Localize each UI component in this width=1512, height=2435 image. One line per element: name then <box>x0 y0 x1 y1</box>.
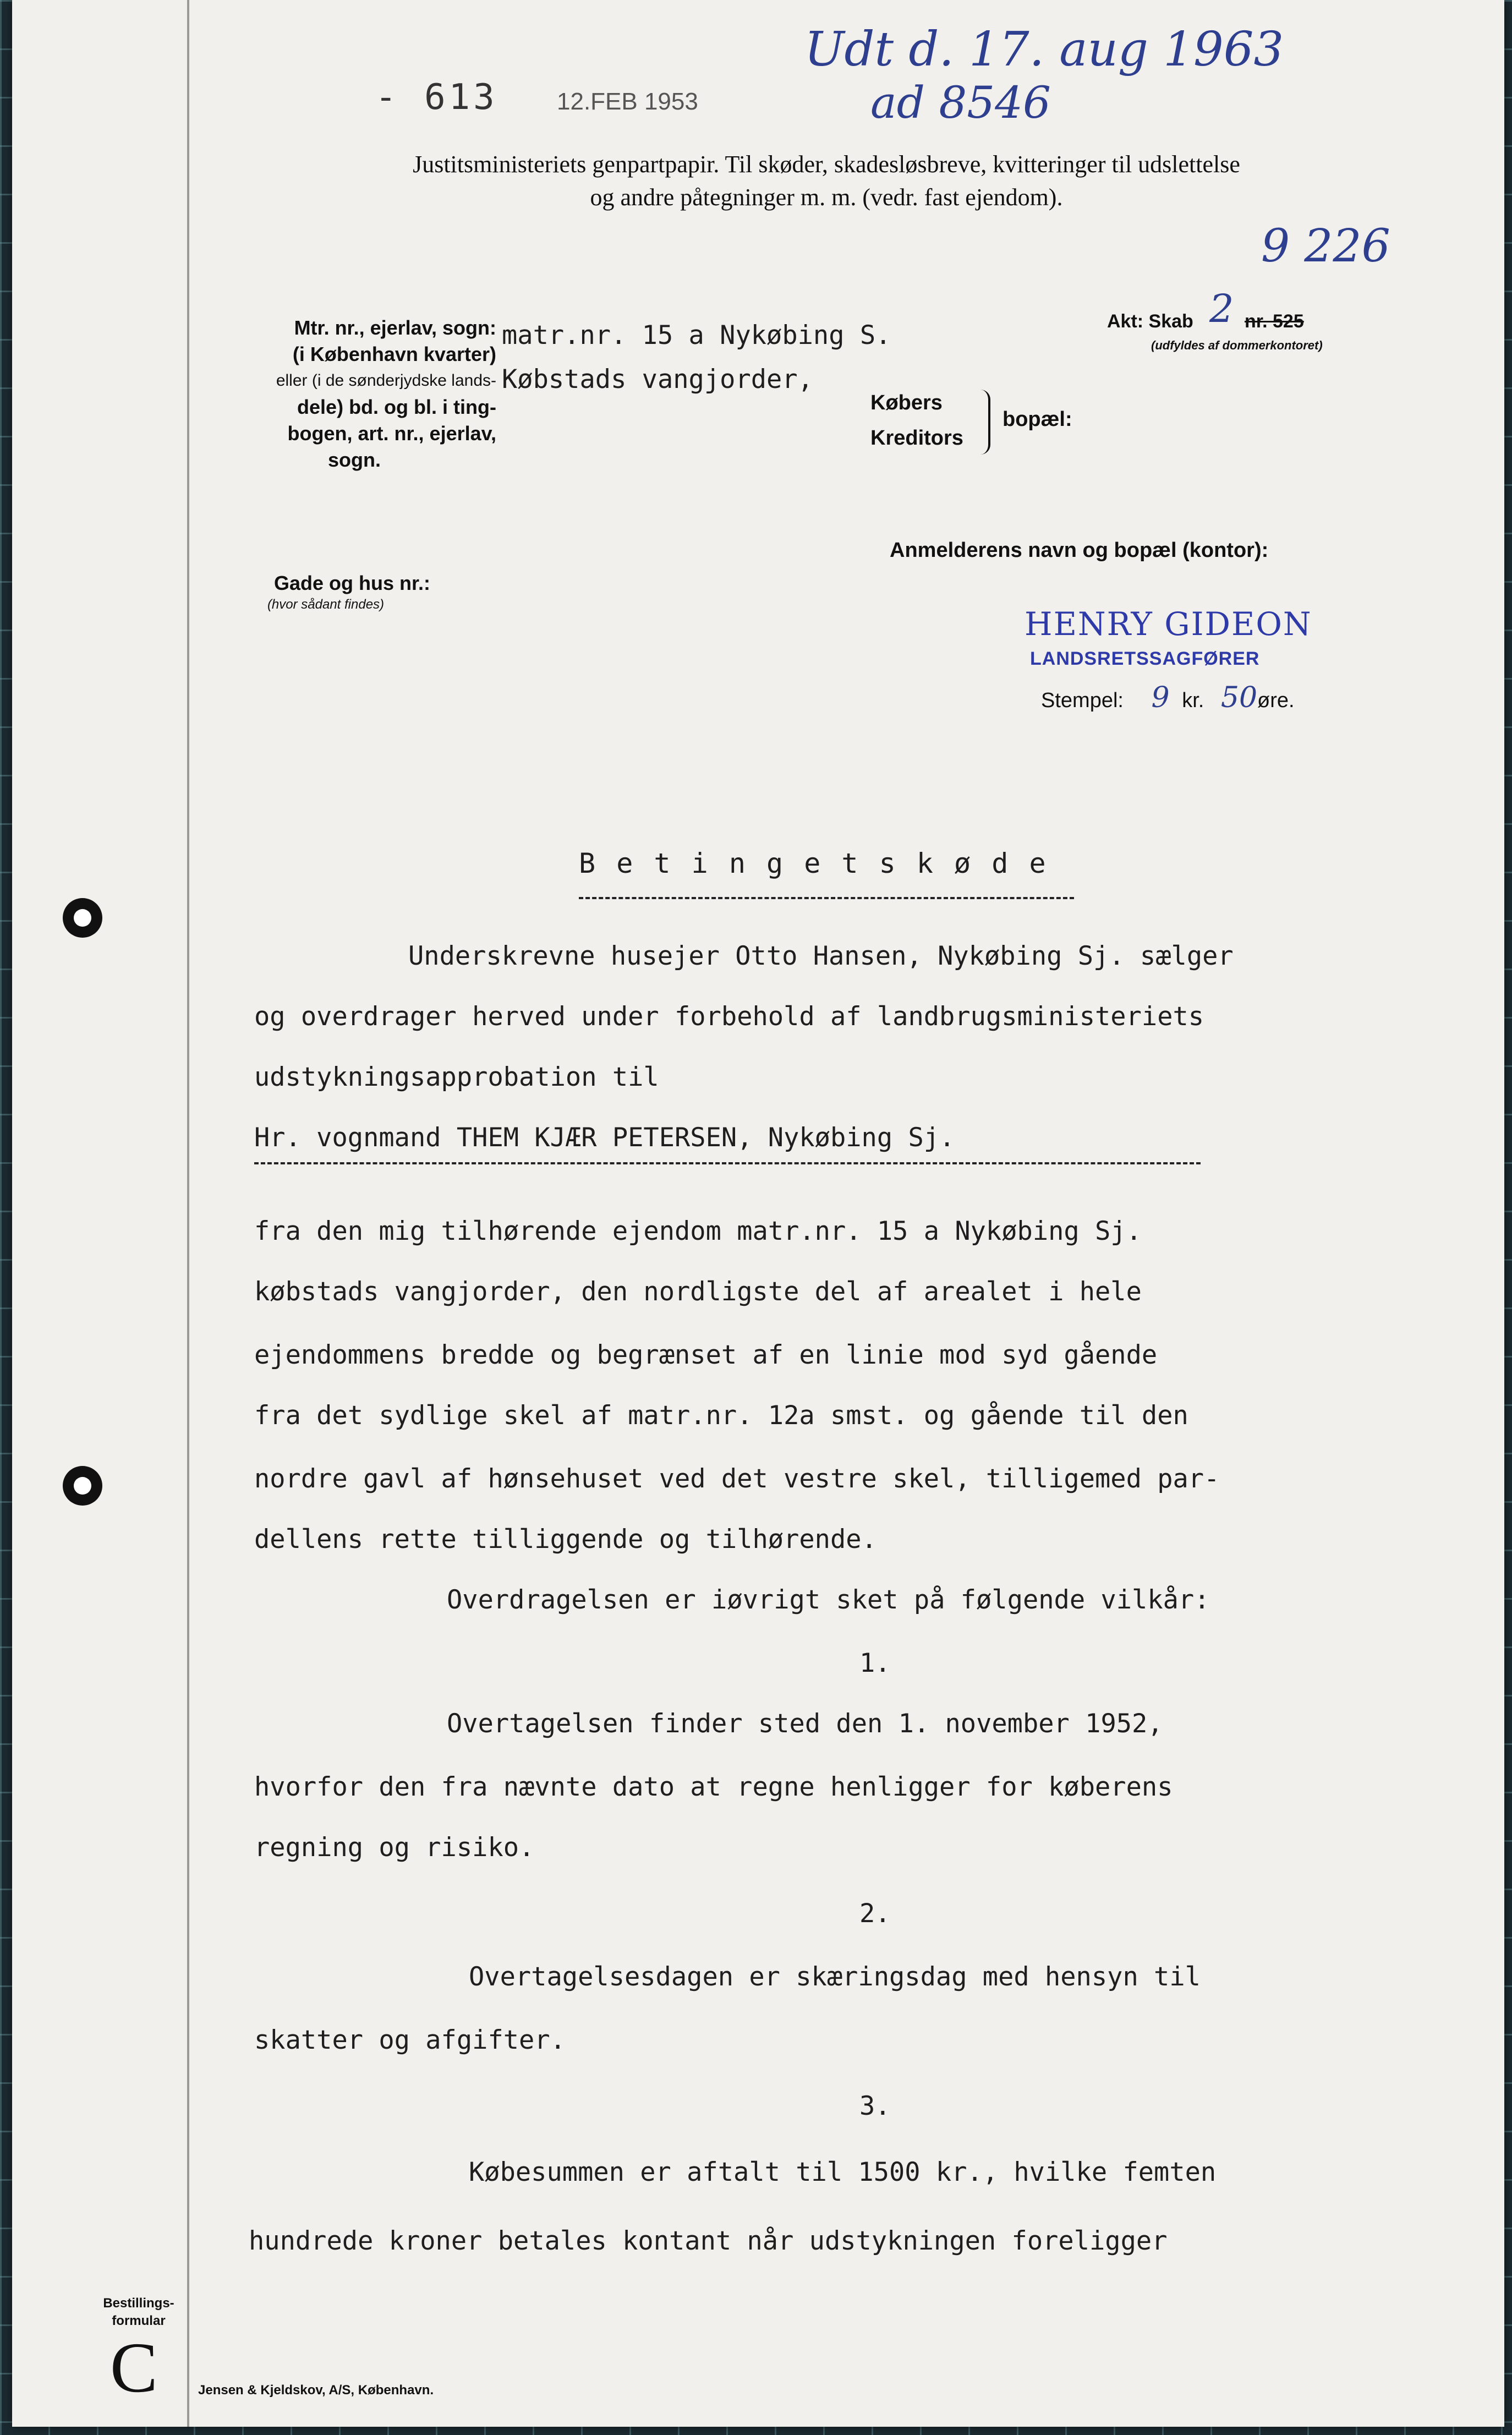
handwritten-reg-number: 9 226 <box>1261 220 1390 272</box>
body-p1-line3: udstykningsapprobation til <box>254 1062 659 1092</box>
akt-nr-struck: nr. 525 <box>1245 311 1304 332</box>
body-p1-line1: Underskrevne husejer Otto Hansen, Nykøbing Sj. sælger <box>408 941 1234 971</box>
body-p2-line2: købstads vangjorder, den nordligste del af arealet i hele <box>254 1277 1142 1307</box>
clause-number-1: 1. <box>859 1648 891 1678</box>
clause1-line3: regning og risiko. <box>254 1832 535 1863</box>
buyer-underline <box>254 1162 1201 1164</box>
document-page <box>12 0 1504 2427</box>
label-gade: Gade og hus nr.: (hvor sådant findes) <box>267 572 430 612</box>
stamp-date: 12.FEB 1953 <box>557 88 698 115</box>
document-title: B e t i n g e t s k ø d e <box>579 847 1048 879</box>
property-line1: matr.nr. 15 a Nykøbing S. <box>502 320 891 351</box>
body-p2-line5: nordre gavl af hønsehuset ved det vestre skel, tilligemed par- <box>254 1464 1220 1494</box>
clause-number-2: 2. <box>859 1898 891 1929</box>
body-buyer: Hr. vognmand THEM KJÆR PETERSEN, Nykøbing Sj. <box>254 1123 955 1153</box>
akt-skab-label: Akt: Skab <box>1107 311 1193 332</box>
body-p2-line3: ejendommens bredde og begrænset af en linie mod syd gående <box>254 1340 1158 1370</box>
body-p2-line4: fra det sydlige skel af matr.nr. 12a smst. og gående til den <box>254 1400 1188 1431</box>
signature-title: LANDSRETSSAGFØRER <box>1030 648 1260 669</box>
clause1-line1: Overtagelsen finder sted den 1. november 1952, <box>447 1709 1163 1739</box>
clause-number-3: 3. <box>859 2091 891 2121</box>
header-line2: og andre påtegninger m. m. (vedr. fast ejendom). <box>590 184 1063 211</box>
body-p1-line2: og overdrager herved under forbehold af landbrugsministeriets <box>254 1002 1204 1032</box>
title-underline <box>579 897 1074 899</box>
brace <box>980 390 990 455</box>
body-p3: Overdragelsen er iøvrigt sket på følgende vilkår: <box>447 1585 1210 1615</box>
property-line2: Købstads vangjorder, <box>502 364 813 395</box>
clause3-line1: Købesummen er aftalt til 1500 kr., hvilke femten <box>469 2157 1217 2187</box>
body-p2-line1: fra den mig tilhørende ejendom matr.nr. 15 a Nykøbing Sj. <box>254 1216 1142 1246</box>
clause3-line2: hundrede kroner betales kontant når udstykningen foreligger <box>249 2226 1168 2256</box>
footer-bestillings: Bestillings- formular <box>103 2296 174 2328</box>
footer-printer: Jensen & Kjeldskov, A/S, København. <box>198 2383 434 2398</box>
punch-hole-lower <box>63 1466 102 1506</box>
stempel-line: Stempel: 9 kr. 50øre. <box>1041 681 1295 714</box>
label-kobers-kreditors: Købers Kreditors <box>870 391 963 450</box>
handwritten-skab: 2 <box>1209 286 1234 331</box>
punch-hole-upper <box>63 898 102 938</box>
signature-name: HENRY GIDEON <box>1025 605 1312 643</box>
label-mtr-nr: Mtr. nr., ejerlav, sogn: (i København kvarter) eller (i de sønderjydske lands- dele) bd. og bl. i ting- bogen, art. nr., ejerlav, sogn. <box>276 316 496 471</box>
clause2-line1: Overtagelsesdagen er skæringsdag med hensyn til <box>469 1962 1201 1992</box>
label-anmelder: Anmelderens navn og bopæl (kontor): <box>890 539 1269 562</box>
clause2-line2: skatter og afgifter. <box>254 2025 566 2055</box>
header-line1: Justitsministeriets genpartpapir. Til skøder, skadesløsbreve, kvitteringer til udslettelse <box>413 151 1240 178</box>
handwritten-note-line1: Udt d. 17. aug 1963 <box>804 22 1284 77</box>
footer-form-letter: C <box>110 2328 158 2407</box>
clause1-line2: hvorfor den fra nævnte dato at regne henligger for køberens <box>254 1772 1173 1802</box>
body-p2-line6: dellens rette tilliggende og tilhørende. <box>254 1524 877 1555</box>
stamp-number: - 613 <box>375 77 498 118</box>
label-bopael: bopæl: <box>1002 408 1072 431</box>
akt-small-note: (udfyldes af dommerkontoret) <box>1151 338 1323 352</box>
handwritten-note-line2: ad 8546 <box>870 77 1051 128</box>
